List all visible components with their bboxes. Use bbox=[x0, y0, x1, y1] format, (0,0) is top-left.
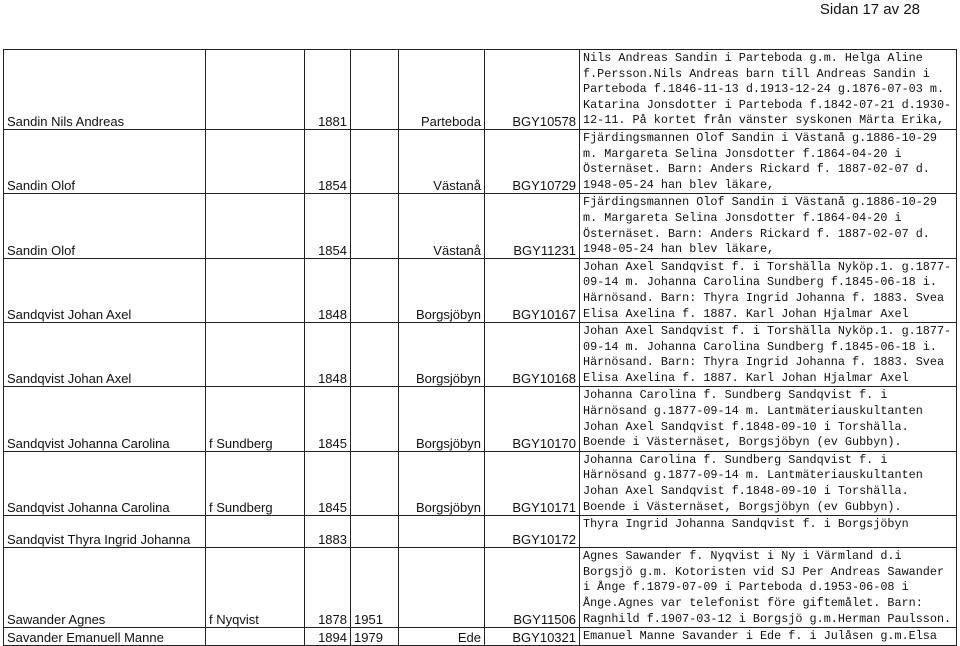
birth-year: 1883 bbox=[305, 516, 351, 548]
record-id: BGY10171 bbox=[485, 451, 580, 515]
record-note: Agnes Sawander f. Nyqvist i Ny i Värmland d.i Borgsjö g.m. Kotoristen vid SJ Per Andreas Sawander i Ånge f.1879-07-09 i Parteboda d.1953-06-08 i Ånge.Agnes var telefonist före giftemålet. Barn: Ragnhild f.1907-03-12 i Borgsjö g.m.Herman Paulsson. bbox=[580, 548, 957, 628]
death-year bbox=[351, 323, 399, 387]
record-id: BGY11231 bbox=[485, 194, 580, 258]
death-year bbox=[351, 258, 399, 322]
birth-year: 1845 bbox=[305, 387, 351, 451]
person-name: Sandin Nils Andreas bbox=[4, 50, 206, 130]
maiden-name: f Nyqvist bbox=[206, 548, 305, 628]
table-row bbox=[4, 323, 957, 387]
maiden-name bbox=[206, 628, 305, 646]
maiden-name: f Sundberg bbox=[206, 387, 305, 451]
record-note: Nils Andreas Sandin i Parteboda g.m. Helga Aline f.Persson.Nils Andreas barn till Andreas Sandin i Parteboda f.1846-11-13 d.1913-12-24 g.1876-07-03 m. Katarina Jonsdotter i Parteboda f.1842-07-21 d.1930-12-11. På kortet från vänster syskonen Märta Erika, bbox=[580, 50, 957, 130]
death-year bbox=[351, 194, 399, 258]
birth-year: 1848 bbox=[305, 323, 351, 387]
place: Borgsjöbyn bbox=[399, 323, 485, 387]
death-year bbox=[351, 50, 399, 130]
record-id: BGY10578 bbox=[485, 50, 580, 130]
record-id: BGY10321 bbox=[485, 628, 580, 646]
person-name: Sandin Olof bbox=[4, 129, 206, 193]
table-row bbox=[4, 548, 957, 628]
death-year bbox=[351, 129, 399, 193]
place: Borgsjöbyn bbox=[399, 387, 485, 451]
death-year bbox=[351, 516, 399, 548]
place bbox=[399, 548, 485, 628]
maiden-name: f Sundberg bbox=[206, 451, 305, 515]
death-year bbox=[351, 451, 399, 515]
table-row bbox=[4, 387, 957, 451]
record-id: BGY10170 bbox=[485, 387, 580, 451]
place: Västanå bbox=[399, 129, 485, 193]
record-note: Johan Axel Sandqvist f. i Torshälla Nyköp.1. g.1877-09-14 m. Johanna Carolina Sundberg f.1845-06-18 i. Härnösand. Barn: Thyra Ingrid Johanna f. 1883. Svea Elisa Axelina f. 1887. Karl Johan Hjalmar Axel bbox=[580, 323, 957, 387]
record-note: Emanuel Manne Savander i Ede f. i Julåsen g.m.Elsa bbox=[580, 628, 957, 646]
birth-year: 1845 bbox=[305, 451, 351, 515]
record-id: BGY11506 bbox=[485, 548, 580, 628]
place: Västanå bbox=[399, 194, 485, 258]
death-year: 1951 bbox=[351, 548, 399, 628]
record-note: Fjärdingsmannen Olof Sandin i Västanå g.1886-10-29 m. Margareta Selina Jonsdotter f.1864-04-20 i Östernäset. Barn: Anders Rickard f. 1887-02-07 d. 1948-05-24 han blev läkare, bbox=[580, 129, 957, 193]
maiden-name bbox=[206, 516, 305, 548]
record-id: BGY10172 bbox=[485, 516, 580, 548]
person-name: Sandin Olof bbox=[4, 194, 206, 258]
record-id: BGY10168 bbox=[485, 323, 580, 387]
maiden-name bbox=[206, 194, 305, 258]
maiden-name bbox=[206, 50, 305, 130]
person-name: Sawander Agnes bbox=[4, 548, 206, 628]
person-name: Sandqvist Thyra Ingrid Johanna bbox=[4, 516, 206, 548]
table-row bbox=[4, 50, 957, 130]
maiden-name bbox=[206, 323, 305, 387]
person-name: Sandqvist Johan Axel bbox=[4, 258, 206, 322]
record-note: Johanna Carolina f. Sundberg Sandqvist f. i Härnösand g.1877-09-14 m. Lantmäteriauskultanten Johan Axel Sandqvist f.1848-09-10 i Torshälla. Boende i Västernäset, Borgsjöbyn (ev Gubbyn). bbox=[580, 451, 957, 515]
place bbox=[399, 516, 485, 548]
table-row bbox=[4, 194, 957, 258]
birth-year: 1848 bbox=[305, 258, 351, 322]
register-table bbox=[3, 49, 957, 646]
record-id: BGY10729 bbox=[485, 129, 580, 193]
table-row bbox=[4, 451, 957, 515]
death-year bbox=[351, 387, 399, 451]
place: Borgsjöbyn bbox=[399, 258, 485, 322]
place: Parteboda bbox=[399, 50, 485, 130]
birth-year: 1881 bbox=[305, 50, 351, 130]
table-row bbox=[4, 516, 957, 548]
maiden-name bbox=[206, 258, 305, 322]
maiden-name bbox=[206, 129, 305, 193]
person-name: Savander Emanuell Manne bbox=[4, 628, 206, 646]
table-row bbox=[4, 129, 957, 193]
page-number: Sidan 17 av 28 bbox=[819, 1, 920, 18]
birth-year: 1894 bbox=[305, 628, 351, 646]
birth-year: 1854 bbox=[305, 129, 351, 193]
table-row bbox=[4, 258, 957, 322]
record-note: Fjärdingsmannen Olof Sandin i Västanå g.1886-10-29 m. Margareta Selina Jonsdotter f.1864-04-20 i Östernäset. Barn: Anders Rickard f. 1887-02-07 d. 1948-05-24 han blev läkare, bbox=[580, 194, 957, 258]
birth-year: 1854 bbox=[305, 194, 351, 258]
birth-year: 1878 bbox=[305, 548, 351, 628]
table-row bbox=[4, 628, 957, 646]
place: Borgsjöbyn bbox=[399, 451, 485, 515]
record-id: BGY10167 bbox=[485, 258, 580, 322]
death-year: 1979 bbox=[351, 628, 399, 646]
record-note: Thyra Ingrid Johanna Sandqvist f. i Borgsjöbyn bbox=[580, 516, 957, 548]
person-name: Sandqvist Johanna Carolina bbox=[4, 451, 206, 515]
place: Ede bbox=[399, 628, 485, 646]
record-note: Johanna Carolina f. Sundberg Sandqvist f. i Härnösand g.1877-09-14 m. Lantmäteriauskultanten Johan Axel Sandqvist f.1848-09-10 i Torshälla. Boende i Västernäset, Borgsjöbyn (ev Gubbyn). bbox=[580, 387, 957, 451]
person-name: Sandqvist Johanna Carolina bbox=[4, 387, 206, 451]
person-name: Sandqvist Johan Axel bbox=[4, 323, 206, 387]
record-note: Johan Axel Sandqvist f. i Torshälla Nyköp.1. g.1877-09-14 m. Johanna Carolina Sundberg f.1845-06-18 i. Härnösand. Barn: Thyra Ingrid Johanna f. 1883. Svea Elisa Axelina f. 1887. Karl Johan Hjalmar Axel bbox=[580, 258, 957, 322]
